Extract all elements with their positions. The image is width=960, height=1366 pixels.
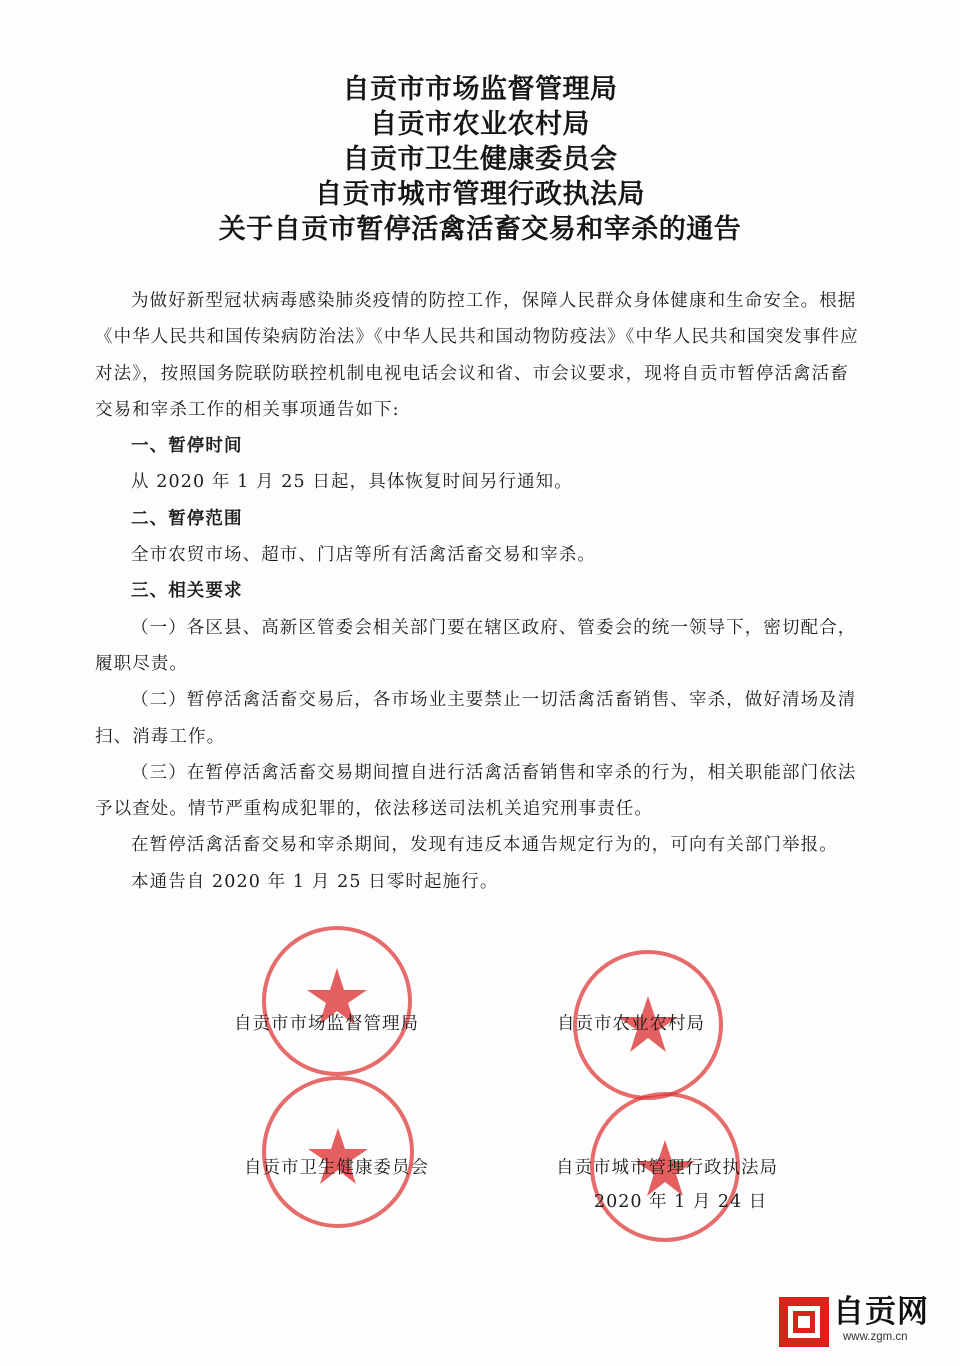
seal-star-icon — [266, 930, 408, 1072]
seal-market-supervision — [262, 926, 412, 1076]
section-2-text: 全市农贸市场、超市、门店等所有活禽活畜交易和宰杀。 — [131, 545, 596, 566]
report-paragraph: 在暂停活禽活畜交易和宰杀期间，发现有违反本通告规定行为的，可向有关部门举报。 — [131, 835, 838, 856]
requirement-3: （三）在暂停活禽活畜交易期间擅自进行活禽活畜销售和宰杀的行为，相关职能部门依法予以查处。情节严重构成犯罪的，依法移送司法机关追究刑事责任。 — [95, 762, 857, 820]
section-1-title: 一、暂停时间 — [131, 436, 243, 457]
effective-paragraph: 本通告自 2020 年 1 月 25 日零时起施行。 — [131, 871, 499, 892]
signature-health-commission: 自贡市卫生健康委员会 — [244, 1158, 429, 1178]
section-1-text: 从 2020 年 1 月 25 日起，具体恢复时间另行通知。 — [131, 472, 573, 493]
signature-market-supervision: 自贡市市场监督管理局 — [234, 1014, 419, 1034]
watermark-url: www.zgm.cn — [843, 1331, 908, 1343]
issuer-line-3: 自贡市卫生健康委员会 — [342, 144, 618, 175]
signature-agriculture: 自贡市农业农村局 — [557, 1014, 705, 1034]
intro-paragraph: 为做好新型冠状病毒感染肺炎疫情的防控工作，保障人民群众身体健康和生命安全。根据《中华人民共和国传染病防治法》《中华人民共和国动物防疫法》《中华人民共和国突发事件应对法》，按照国务院联防联控机制电视电话会议和省、市会议要求，现将自贡市暂停活禽活畜交易和宰杀工作的相关事项通告如下: — [95, 291, 859, 420]
section-3-title: 三、相关要求 — [131, 581, 243, 602]
zgm-logo-icon — [779, 1297, 829, 1347]
notice-title: 关于自贡市暂停活禽活畜交易和宰杀的通告 — [218, 214, 742, 245]
site-watermark — [779, 1293, 929, 1351]
signature-date: 2020 年 1 月 24 日 — [594, 1192, 768, 1212]
seal-star-icon — [266, 1080, 410, 1224]
signature-urban-management: 自贡市城市管理行政执法局 — [556, 1158, 778, 1178]
seal-health-commission — [262, 1076, 414, 1228]
issuer-line-4: 自贡市城市管理行政执法局 — [315, 179, 645, 210]
issuer-line-2: 自贡市农业农村局 — [370, 109, 590, 140]
requirement-2: （二）暂停活禽活畜交易后，各市场业主要禁止一切活禽活畜销售、宰杀，做好清场及清扫、消毒工作。 — [95, 690, 857, 747]
notice-body — [95, 283, 863, 900]
document-header — [0, 72, 960, 247]
section-2-title: 二、暂停范围 — [131, 508, 243, 529]
watermark-name: 自贡网 — [833, 1294, 929, 1330]
requirement-1: （一）各区县、高新区管委会相关部门要在辖区政府、管委会的统一领导下，密切配合，履职尽责。 — [95, 617, 857, 674]
issuer-line-1: 自贡市市场监督管理局 — [342, 74, 618, 105]
